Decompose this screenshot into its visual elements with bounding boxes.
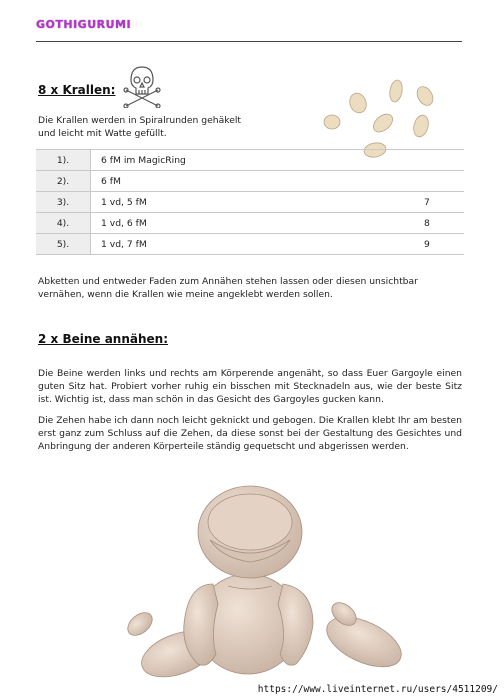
- legs-paragraph-2: Die Zehen habe ich dann noch leicht geknickt und gebogen. Die Krallen klebt Ihr am besten erst ganz zum Schluss auf die Zehen, da diese sonst bei der Gestaltung des Gesichtes und Anbringung der anderen Körperteile ständig gequetscht und abgerissen werden.: [38, 415, 462, 452]
- gargoyle-figure-photo: [118, 474, 418, 696]
- skull-crossbones-icon: [122, 64, 162, 108]
- outro-text: Abketten und entweder Faden zum Annähen stehen lassen oder diesen unsichtbar vernähen, wenn die Krallen wie meine angeklebt werden sollen.: [38, 276, 418, 300]
- table-row: 5). 1 vd, 7 fM 9: [36, 234, 464, 255]
- section-heading-krallen: 8 x Krallen:: [38, 83, 116, 97]
- section-heading-beine: 2 x Beine annähen:: [38, 332, 169, 346]
- pattern-rows-table: [36, 149, 464, 255]
- header-divider: [36, 41, 462, 42]
- table-row: 2). 6 fM: [36, 171, 464, 192]
- legs-paragraph-1: Die Beine werden links und rechts am Körperende angenäht, so dass Euer Gargoyle einen guten Sitz hat. Probiert vorher ruhig ein bisschen mit Stecknadeln aus, wie der beste Sitz ist. Wichtig ist, dass man schön in das Gesicht des Gargoyles gucken kann.: [38, 368, 462, 405]
- brand-logo: GOTHIGURUMI: [36, 18, 132, 31]
- source-url: https://www.liveinternet.ru/users/4511209/: [257, 684, 498, 695]
- table-row: 1). 6 fM im MagicRing: [36, 150, 464, 171]
- intro-text: Die Krallen werden in Spiralrunden gehäkelt und leicht mit Watte gefüllt.: [38, 115, 242, 139]
- table-row: 3). 1 vd, 5 fM 7: [36, 192, 464, 213]
- table-row: 4). 1 vd, 6 fM 8: [36, 213, 464, 234]
